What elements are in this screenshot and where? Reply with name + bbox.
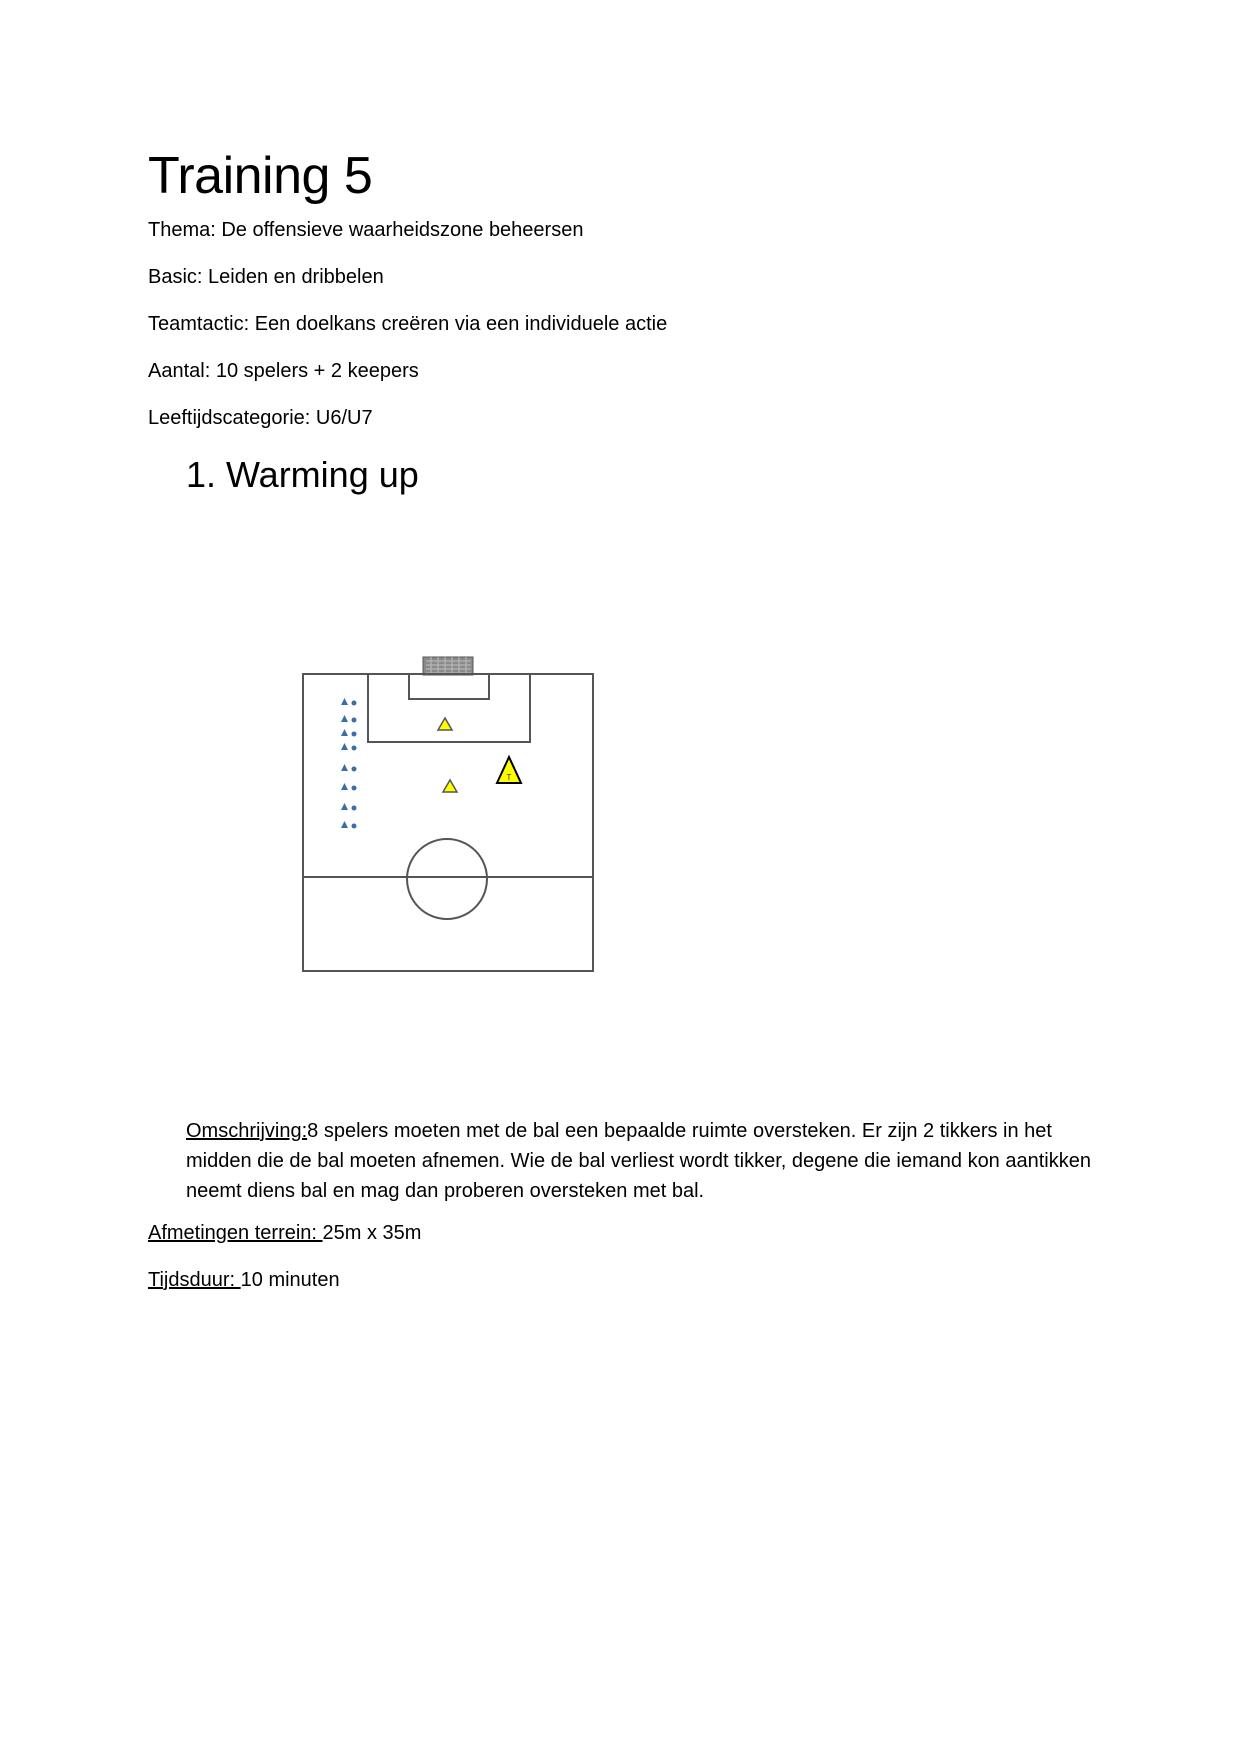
- pitch-diagram: [296, 650, 606, 980]
- pitch-outline: [303, 674, 593, 971]
- afmetingen-line: [148, 1221, 421, 1245]
- section-heading: [186, 454, 419, 495]
- player-marker: [341, 764, 357, 772]
- player-marker: [341, 821, 357, 829]
- description-paragraph: [186, 1116, 1106, 1206]
- page-title: Training 5: [148, 147, 373, 205]
- section-title: Warming up: [226, 454, 419, 495]
- basic-line: Basic: Leiden en dribbelen: [148, 266, 384, 288]
- afmetingen-value: 25m x 35m: [322, 1222, 422, 1244]
- thema-line: Thema: De offensieve waarheidszone beheersen: [148, 219, 584, 241]
- players-group: [341, 698, 357, 829]
- description-text: 8 spelers moeten met de bal een bepaalde ruimte oversteken. Er zijn 2 tikkers in het midden die de bal moeten afnemen. Wie de bal verliest wordt tikker, degene die iemand kon aantikken neemt diens bal en mag dan proberen oversteken met bal.: [186, 1120, 1091, 1202]
- aantal-line: Aantal: 10 spelers + 2 keepers: [148, 360, 419, 382]
- teamtactic-line: Teamtactic: Een doelkans creëren via een individuele actie: [148, 313, 668, 335]
- leeftijd-line: Leeftijdscategorie: U6/U7: [148, 407, 373, 429]
- tikker-cone: [443, 780, 457, 792]
- player-marker: [341, 698, 357, 706]
- tikker-cone: [438, 718, 452, 730]
- trainer-marker: [497, 757, 521, 783]
- section-number: 1.: [186, 454, 217, 495]
- tijdsduur-label: Tijdsduur:: [148, 1269, 241, 1291]
- player-marker: [341, 715, 357, 723]
- goal-area: [409, 674, 489, 699]
- description-label: Omschrijving:: [186, 1120, 308, 1142]
- goal-net: [423, 657, 473, 675]
- penalty-area: [368, 674, 530, 742]
- tijdsduur-line: [148, 1268, 340, 1292]
- trainer-label: T: [506, 773, 512, 782]
- center-circle: [407, 839, 487, 919]
- afmetingen-label: Afmetingen terrein:: [148, 1222, 323, 1244]
- player-marker: [341, 783, 357, 791]
- player-marker: [341, 729, 357, 737]
- tijdsduur-value: 10 minuten: [240, 1269, 340, 1291]
- player-marker: [341, 743, 357, 751]
- player-marker: [341, 803, 357, 811]
